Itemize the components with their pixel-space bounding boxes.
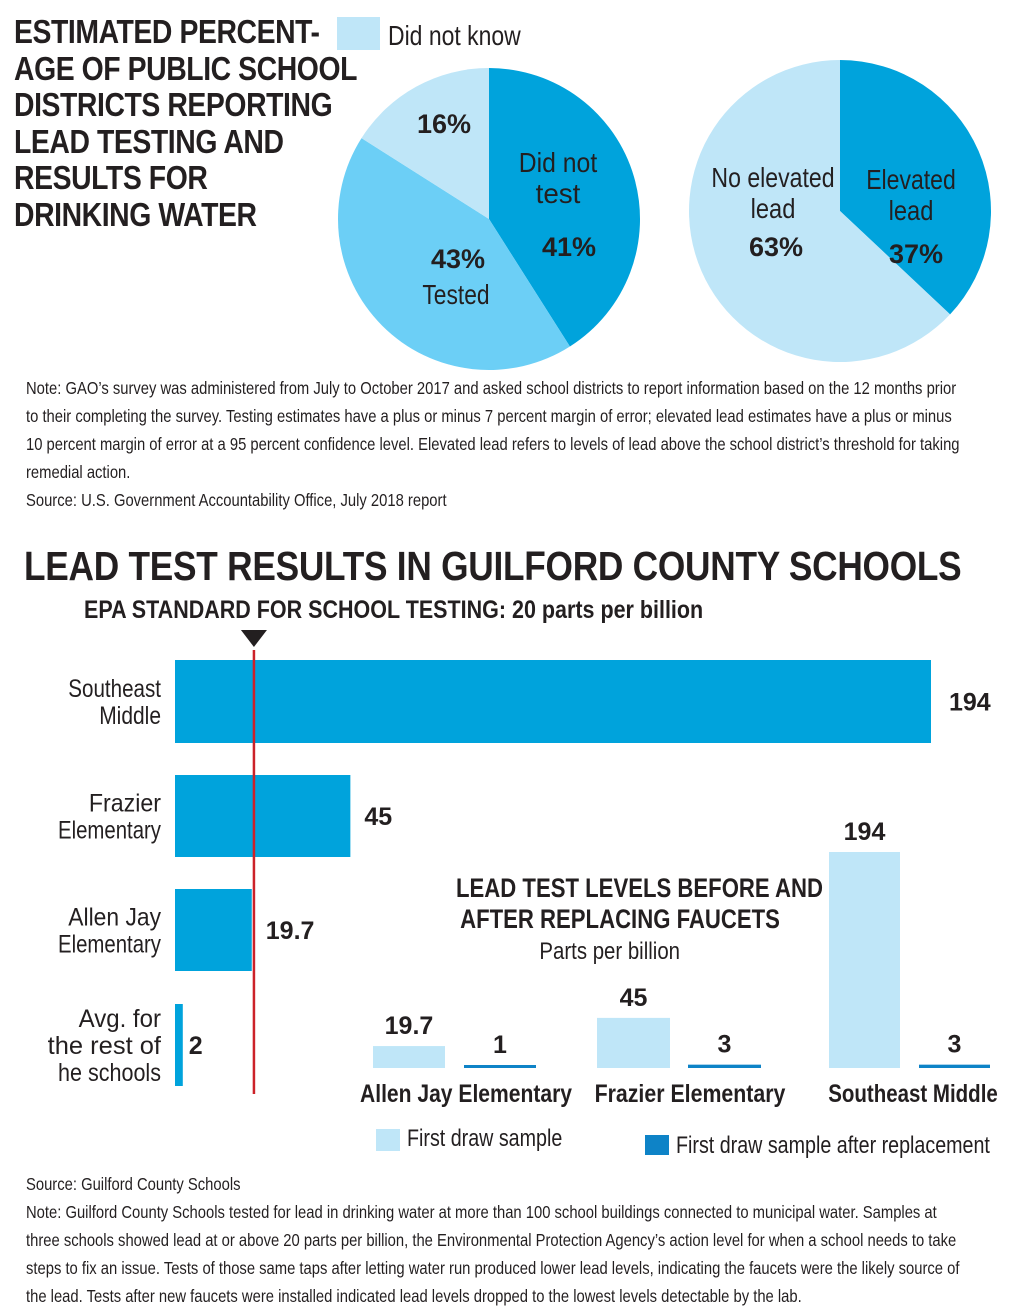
category-label: Frazier — [88, 789, 161, 818]
note-line: Note: GAO’s survey was administered from July to October 2017 and asked school districts to report information based on the 12 months prior — [26, 378, 957, 398]
bar-first-draw — [373, 1046, 445, 1068]
note-bottom — [26, 1170, 998, 1310]
category-label: the rest of — [47, 1032, 162, 1060]
inset-subtitle: Parts per billion — [539, 938, 681, 965]
category-label: Elementary — [58, 816, 162, 845]
legend-label-after-replacement: First draw sample after replacement — [676, 1132, 990, 1159]
note-line: three schools showed lead at or above 20 parts per billion, the Environmental Protection Agency’s action level for when a school needs to take — [26, 1230, 957, 1250]
bar-after-replacement — [464, 1065, 536, 1068]
note-line: to their completing the survey. Testing estimates have a plus or minus 7 percent margin of error; elevated lead estimates have a plus or minus — [26, 406, 952, 426]
slice-value: 43% — [430, 244, 486, 274]
category-label: Avg. for — [78, 1005, 161, 1033]
pie-charts — [0, 0, 1024, 380]
epa-marker — [241, 630, 267, 647]
note-line: remedial action. — [26, 462, 131, 482]
slice-label: lead — [750, 193, 796, 224]
value-label: 19.7 — [384, 1012, 434, 1041]
value-label: 194 — [949, 688, 991, 717]
vertical-bar-chart — [0, 800, 1024, 1120]
category-label: Southeast — [68, 675, 162, 703]
slice-label: Elevated — [866, 164, 956, 195]
value-label: 3 — [947, 1030, 962, 1059]
value-label: 3 — [717, 1030, 732, 1059]
title-line: LEAD TESTING AND — [14, 122, 284, 160]
slice-label: Did not — [518, 147, 598, 178]
note-line: steps to fix an issue. Tests of those same taps after letting water run produced lower lead levels, indicating the faucets were the likely source of — [26, 1258, 960, 1278]
slice-label: lead — [888, 195, 934, 226]
category-label: Southeast Middle — [828, 1080, 998, 1108]
slice-value: 63% — [748, 232, 804, 262]
value-label: 45 — [619, 983, 648, 1012]
bar — [175, 660, 931, 743]
value-label: 45 — [364, 803, 393, 831]
category-label: he schools — [58, 1059, 161, 1087]
legend-swatch-after-replacement — [645, 1135, 669, 1155]
section-title: LEAD TEST RESULTS IN GUILFORD COUNTY SCHOOLS — [24, 543, 962, 589]
title-line: ESTIMATED PERCENT- — [14, 13, 320, 50]
bar-after-replacement — [688, 1065, 761, 1068]
note-line: Note: Guilford County Schools tested for lead in drinking water at more than 100 school buildings connected to municipal water. Samples at — [26, 1202, 937, 1222]
slice-label: No elevated — [711, 162, 835, 193]
value-label: 19.7 — [265, 917, 315, 945]
slice-label: Tested — [422, 279, 490, 310]
category-label: Allen Jay Elementary — [360, 1080, 573, 1108]
note-line: the lead. Tests after new faucets were installed indicated lead levels dropped to the lowest levels detectable by the lab. — [26, 1286, 802, 1306]
legend-swatch-first-draw — [376, 1129, 400, 1151]
value-label: 2 — [188, 1032, 203, 1060]
category-label: Middle — [99, 702, 161, 730]
slice-value: 41% — [541, 232, 597, 262]
category-label: Elementary — [58, 930, 162, 959]
title-line: DRINKING WATER — [14, 195, 257, 233]
bar-first-draw — [829, 852, 900, 1068]
note-top — [26, 374, 998, 514]
note-source: Source: Guilford County Schools — [26, 1174, 241, 1194]
slice-value: 37% — [888, 239, 944, 269]
slice-value: 16% — [416, 109, 472, 139]
legend-label-first-draw: First draw sample — [407, 1125, 563, 1152]
title-line: AGE OF PUBLIC SCHOOL — [14, 49, 358, 87]
bar-after-replacement — [919, 1065, 990, 1068]
inset-title-line: AFTER REPLACING FAUCETS — [460, 904, 780, 934]
category-label: Allen Jay — [68, 903, 162, 932]
note-line: 10 percent margin of error at a 95 percent confidence level. Elevated lead refers to levels of lead above the school district’s threshold for taking — [26, 434, 960, 454]
value-label: 1 — [493, 1031, 507, 1059]
bar-first-draw — [597, 1018, 670, 1068]
epa-standard-label: EPA STANDARD FOR SCHOOL TESTING: 20 parts per billion — [84, 596, 704, 624]
value-label: 194 — [843, 818, 886, 846]
category-label: Frazier Elementary — [594, 1080, 786, 1108]
slice-label: test — [535, 178, 581, 209]
title-line: RESULTS FOR — [14, 159, 208, 196]
inset-title-line: LEAD TEST LEVELS BEFORE AND — [456, 873, 823, 903]
note-source: Source: U.S. Government Accountability Office, July 2018 report — [26, 490, 447, 510]
title-line: DISTRICTS REPORTING — [14, 86, 333, 123]
legend-label-did-not-know: Did not know — [388, 20, 521, 51]
